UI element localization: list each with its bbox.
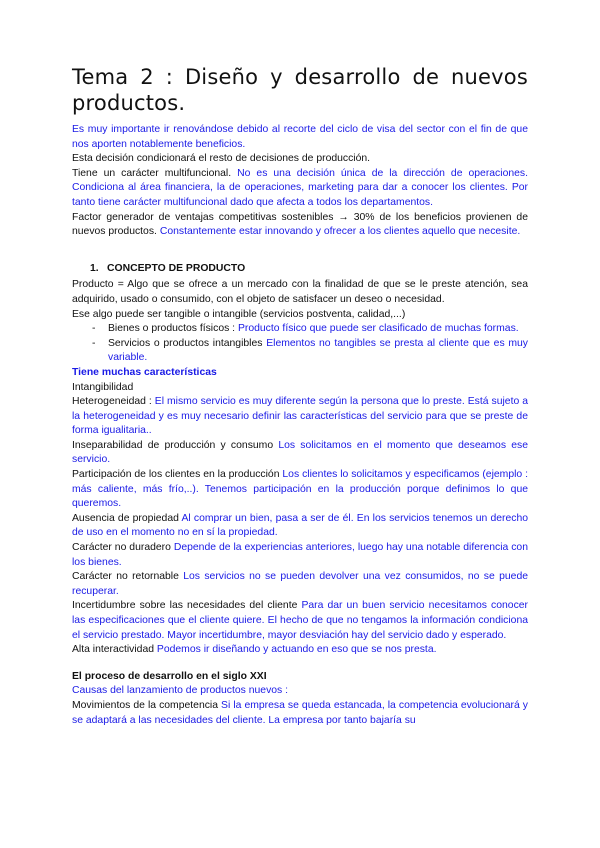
- characteristics-list: [72, 381, 528, 658]
- characteristic-item: Participación de los clientes en la producción Los clientes lo solicitamos y especificamos (ejemplo : más caliente, más frío,..). Tenemos participación en la producción porque definimos lo que queremos.: [72, 469, 528, 510]
- intro-paragraph: [72, 123, 528, 152]
- intro-paragraph: Esta decisión condicionará el resto de decisiones de producción.: [72, 153, 371, 165]
- tangible-line: Ese algo puede ser tangible o intangible (servicios postventa, calidad,...): [72, 308, 406, 320]
- intro-block: [72, 123, 528, 240]
- characteristic-item: Incertidumbre sobre las necesidades del cliente Para dar un buen servicio necesitamos conocer las especificaciones que el cliente quiere. El hecho de que no tengamos la información condiciona el servicio prestado. Mayor incertidumbre, mayor desviación hay del servicio dado y esperado.: [72, 600, 529, 641]
- product-type-list: [72, 322, 528, 366]
- list-item: - Bienes o productos físicos : Producto físico que puede ser clasificado de muchas formas.: [92, 322, 528, 337]
- product-definition: Producto = Algo que se ofrece a un mercado con la finalidad de que se le preste atención, sea adquirido, usado o consumido, con el objeto de satisfacer un deseo o necesidad.: [72, 279, 528, 305]
- page-title-line-1: Tema 2 : Diseño y desarrollo de nuevos: [72, 65, 528, 89]
- characteristic-item: Carácter no retornable Los servicios no se pueden devolver una vez consumidos, no se puede recuperar.: [72, 571, 528, 597]
- characteristic-item: Carácter no duradero Depende de la experiencias anteriores, luego hay una notable diferencia con los bienes.: [72, 542, 528, 568]
- note-text: No es una decisión única de la dirección de operaciones. Condiciona al área financiera, la de operaciones, marketing para dar a conocer los clientes. Por tanto tiene carácter multifuncional dado que afecta a todos los departamentos.: [72, 167, 528, 208]
- page-title: [72, 64, 528, 116]
- section-desarrollo: [72, 670, 528, 728]
- characteristic-item: Inseparabilidad de producción y consumo Los solicitamos en el momento que deseamos ese servicio.: [72, 439, 528, 466]
- list-item: - Servicios o productos intangibles Elementos no tangibles se presta al cliente que es muy variable.: [92, 337, 528, 366]
- characteristics-heading: Tiene muchas características: [72, 366, 217, 378]
- characteristic-item: Heterogeneidad : El mismo servicio es muy diferente según la persona que lo preste. Está sujeto a la heterogeneidad y es muy necesario definir las características del servicio para que se preste de forma igualitaria..: [72, 396, 528, 437]
- characteristic-item: Alta interactividad Podemos ir diseñando y actuando en eso que se nos presta.: [72, 644, 437, 656]
- causes-subheading: Causas del lanzamiento de productos nuevos :: [72, 685, 289, 697]
- characteristic-item: Intangibilidad: [72, 381, 134, 393]
- intro-paragraph: Factor generador de ventajas competitivas sostenibles → 30% de los beneficios provienen de nuevos productos. Constantemente estar innovando y ofrecer a los clientes aquello que necesite.: [72, 211, 528, 238]
- competition-paragraph: Movimientos de la competencia Si la empresa se queda estancada, la competencia evolucionará y se adaptará a las necesidades del cliente. La empresa por tanto bajaría su: [72, 699, 528, 726]
- page-title-line-2: productos.: [72, 91, 186, 115]
- note-text: Constantemente estar innovando y ofrecer a los clientes aquello que necesite.: [159, 226, 521, 238]
- intro-paragraph: Tiene un carácter multifuncional. No es una decisión única de la dirección de operaciones. Condiciona al área financiera, la de operaciones, marketing para dar a conocer los clientes. Por tanto tiene carácter multifuncional dado que afecta a todos los departamentos.: [72, 167, 528, 208]
- section-heading-concepto: 1. CONCEPTO DE PRODUCTO: [90, 262, 246, 274]
- section-heading-desarrollo: El proceso de desarrollo en el siglo XXI: [72, 670, 267, 682]
- note-text: Es muy importante ir renovándose debido al recorte del ciclo de visa del sector con el fin de que nos aporten notablemente beneficios.: [72, 124, 528, 150]
- characteristic-item: Ausencia de propiedad Al comprar un bien, pasa a ser de él. En los servicios tenemos un derecho de uso en el momento no en sí la propiedad.: [72, 512, 529, 539]
- document-page: [72, 64, 528, 728]
